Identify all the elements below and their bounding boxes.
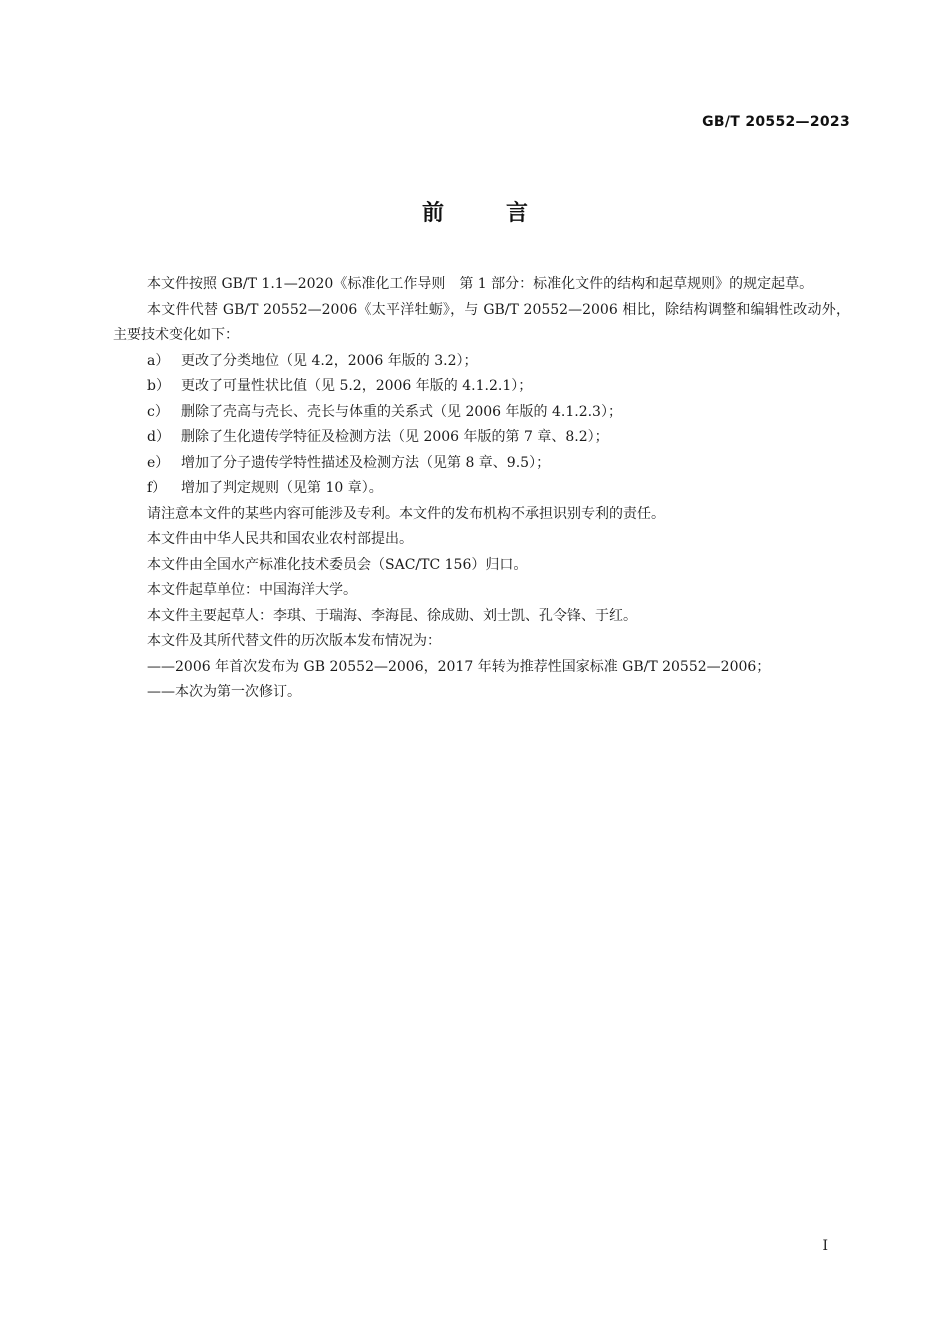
list-item bbox=[113, 400, 850, 426]
paragraph-drafting-unit: 本文件起草单位：中国海洋大学。 bbox=[147, 582, 357, 598]
list-item bbox=[113, 451, 850, 477]
changes-list bbox=[113, 349, 850, 502]
standard-code: GB/T 20552—2023 bbox=[702, 114, 850, 130]
list-marker: c） bbox=[147, 403, 169, 420]
title-char-2: 言 bbox=[506, 201, 529, 226]
list-item-text: 更改了分类地位（见 4.2，2006 年版的 3.2）； bbox=[181, 352, 478, 369]
paragraph-drafters: 本文件主要起草人：李琪、于瑞海、李海昆、徐成勋、刘士凯、孔令锋、于红。 bbox=[147, 607, 637, 624]
list-marker: e） bbox=[147, 454, 170, 471]
list-marker: a） bbox=[147, 352, 170, 369]
title-char-1: 前 bbox=[421, 201, 444, 226]
list-item-text: 更改了可量性状比值（见 5.2，2006 年版的 4.1.2.1）； bbox=[181, 378, 533, 394]
paragraph-patent-notice: 请注意本文件的某些内容可能涉及专利。本文件的发布机构不承担识别专利的责任。 bbox=[147, 505, 665, 522]
history-list bbox=[113, 655, 850, 706]
list-item bbox=[113, 374, 850, 400]
page-title bbox=[0, 196, 950, 227]
history-item: ——本次为第一次修订。 bbox=[147, 684, 301, 700]
paragraph-centralized: 本文件由全国水产标准化技术委员会（SAC/TC 156）归口。 bbox=[147, 556, 528, 573]
paragraph-history-intro: 本文件及其所代替文件的历次版本发布情况为： bbox=[147, 633, 441, 649]
list-item bbox=[113, 425, 850, 451]
list-item bbox=[113, 476, 850, 502]
list-marker: b） bbox=[147, 378, 170, 394]
list-marker: d） bbox=[147, 429, 170, 445]
list-item-text: 删除了生化遗传学特征及检测方法（见 2006 年版的第 7 章、8.2）； bbox=[181, 429, 609, 445]
paragraph-proposer: 本文件由中华人民共和国农业农村部提出。 bbox=[147, 531, 413, 547]
list-item-text: 增加了分子遗传学特性描述及检测方法（见第 8 章、9.5）； bbox=[181, 454, 551, 471]
paragraph-drafting-rules: 本文件按照 GB/T 1.1—2020《标准化工作导则 第 1 部分：标准化文件的结构和起草规则》的规定起草。 bbox=[147, 276, 814, 292]
list-marker: f） bbox=[147, 480, 167, 496]
page-number: I bbox=[822, 1238, 828, 1254]
list-item-text: 增加了判定规则（见第 10 章）。 bbox=[181, 480, 383, 496]
history-item: ——2006 年首次发布为 GB 20552—2006，2017 年转为推荐性国家标准 GB/T 20552—2006； bbox=[147, 658, 771, 675]
list-item-text: 删除了壳高与壳长、壳长与体重的关系式（见 2006 年版的 4.1.2.3）； bbox=[181, 403, 622, 420]
list-item bbox=[113, 349, 850, 375]
paragraph-replacement: 本文件代替 GB/T 20552—2006《太平洋牡蛎》，与 GB/T 20552—2006 相比，除结构调整和编辑性改动外，主要技术变化如下： bbox=[113, 301, 850, 343]
foreword-body bbox=[113, 272, 850, 706]
